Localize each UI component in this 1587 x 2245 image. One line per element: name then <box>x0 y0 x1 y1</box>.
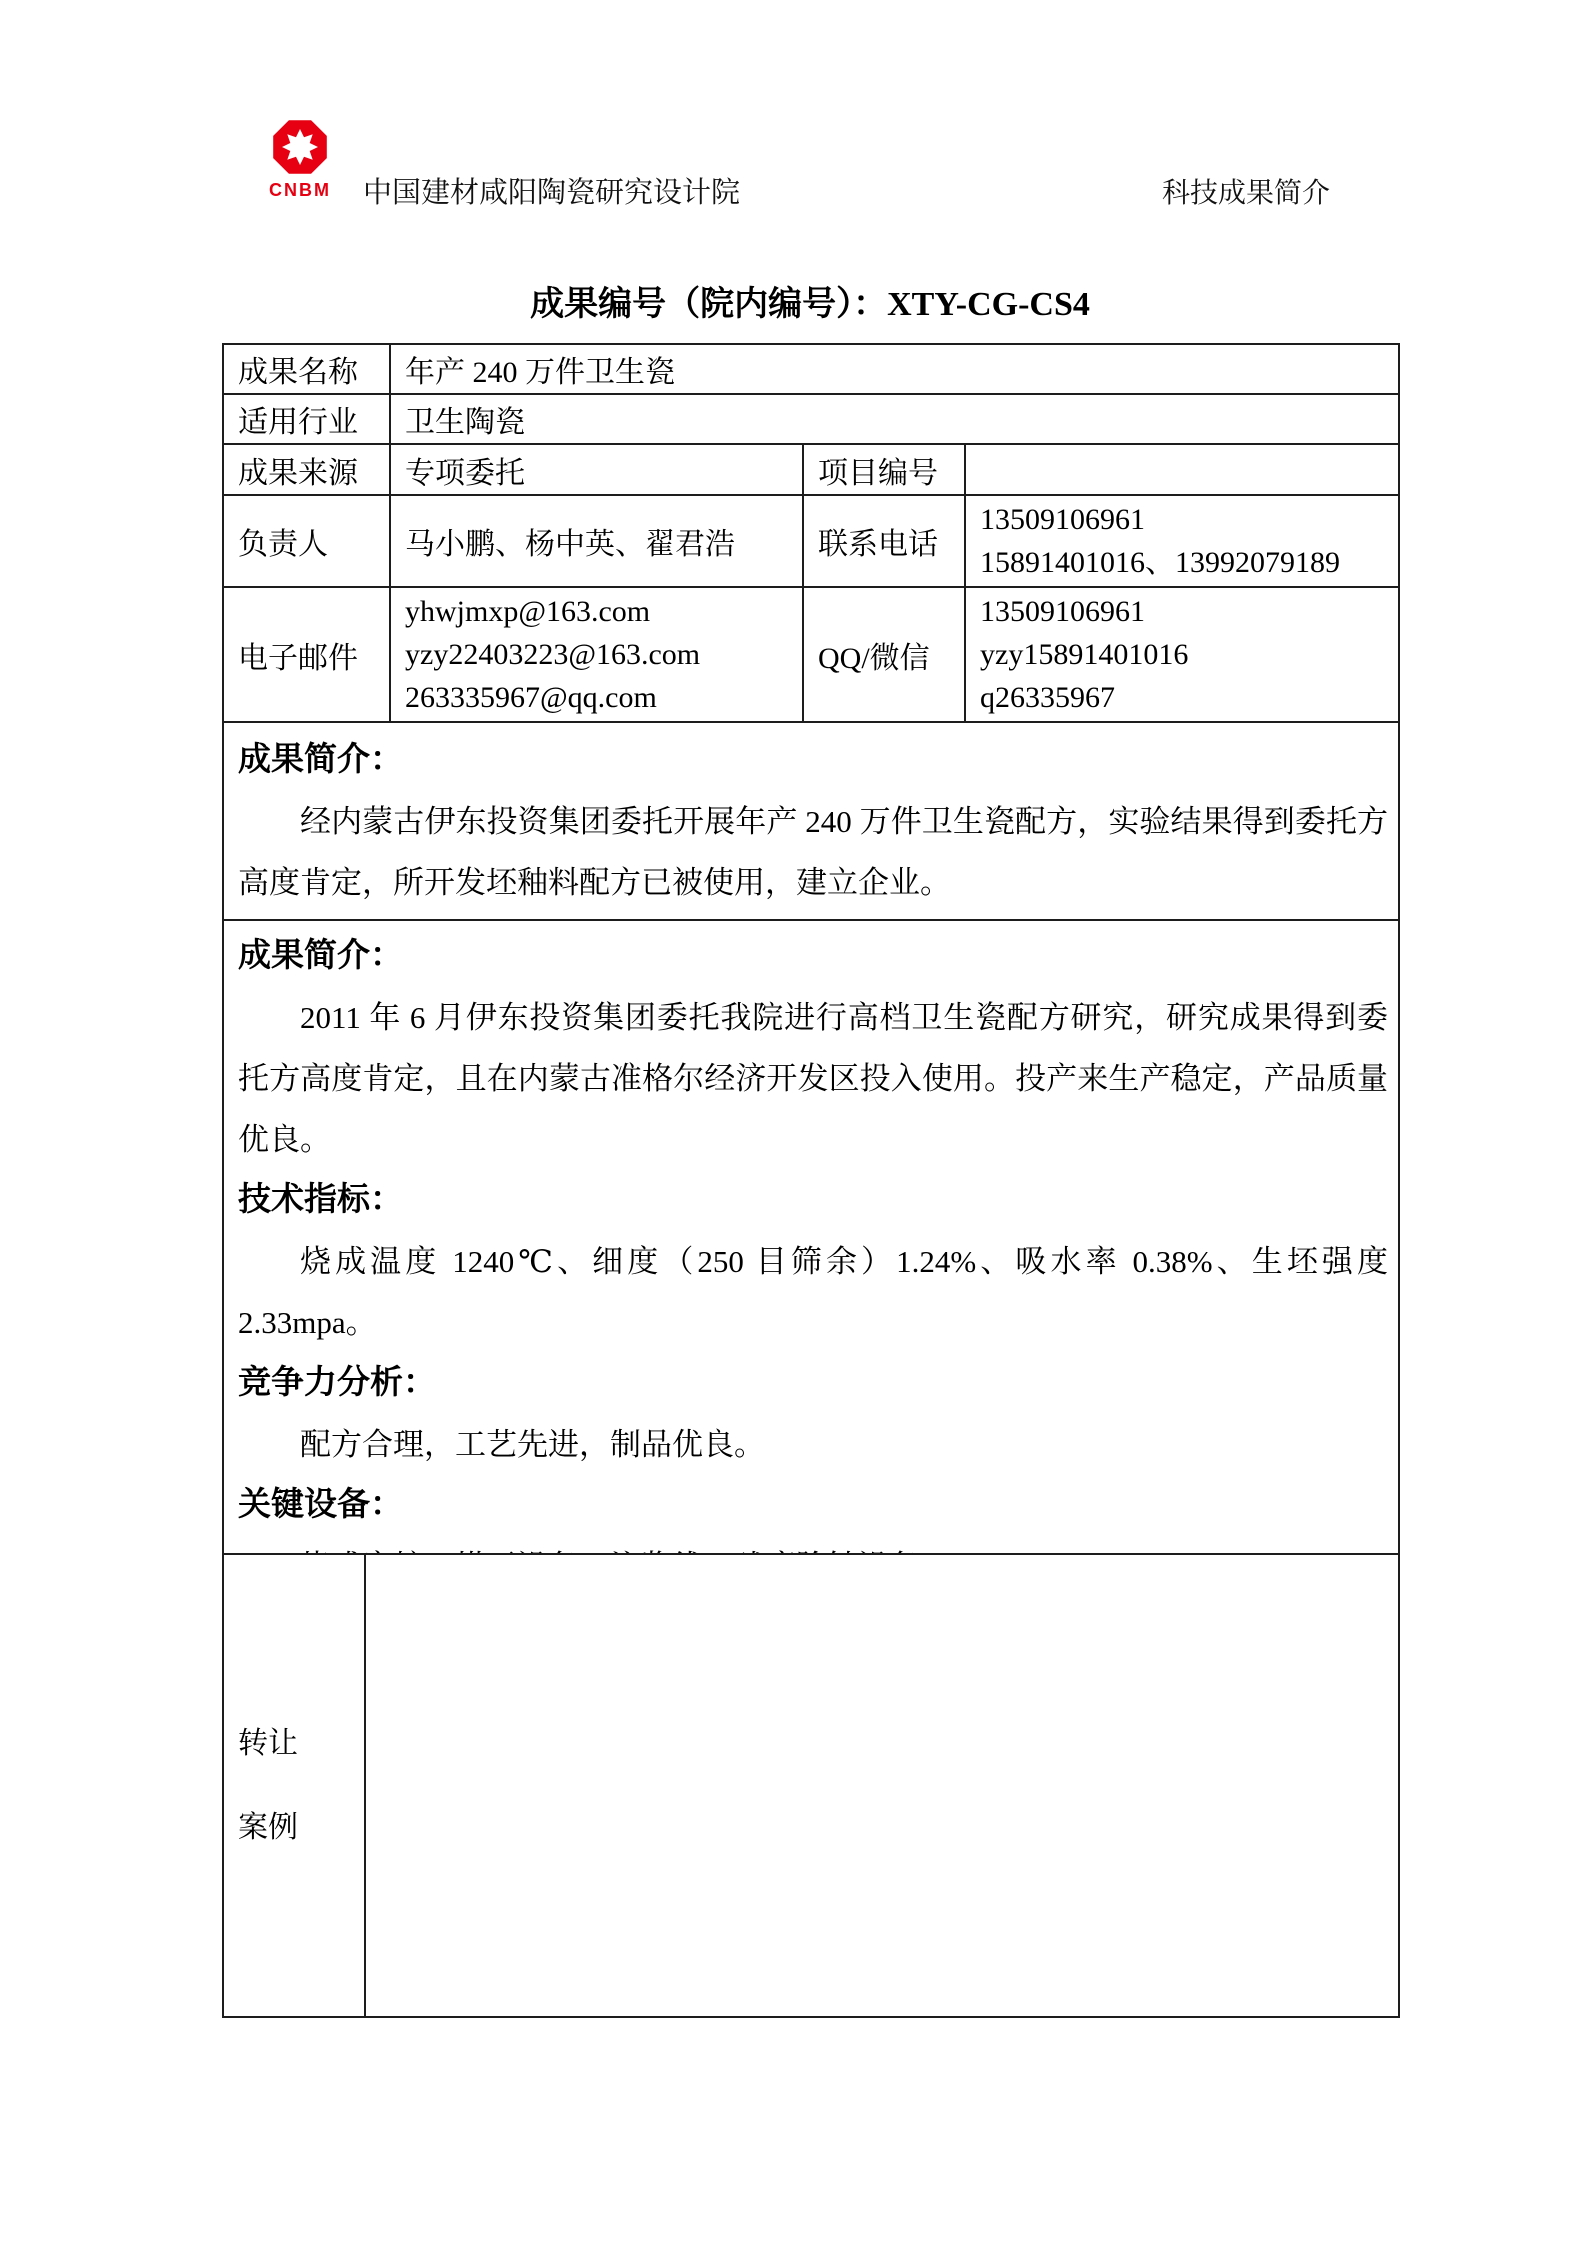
email-line: yzy22403223@163.com <box>405 638 701 671</box>
leader-value: 马小鹏、杨中英、翟君浩 <box>390 495 803 587</box>
summary-2-heading: 成果简介： <box>238 938 403 974</box>
info-table <box>222 343 1400 1604</box>
phone-value <box>965 495 1399 587</box>
transfer-label <box>223 1554 365 2017</box>
industry-label: 适用行业 <box>223 394 390 444</box>
transfer-label-line: 转让 <box>238 1726 298 1760</box>
qq-wechat-line: 13509106961 <box>980 595 1145 628</box>
row-transfer <box>223 1554 1399 2017</box>
summary-1-cell <box>223 722 1399 920</box>
industry-value: 卫生陶瓷 <box>390 394 1399 444</box>
transfer-content-cell <box>365 1554 1399 2017</box>
row-email <box>223 587 1399 722</box>
phone-line: 13509106961 <box>980 503 1145 536</box>
source-value: 专项委托 <box>390 444 803 495</box>
cnbm-octagon-star-icon <box>271 118 329 176</box>
transfer-table <box>222 1553 1400 2018</box>
page-title: 成果编号（院内编号）：XTY-CG-CS4 <box>530 286 1090 323</box>
competitiveness-heading: 竞争力分析： <box>238 1365 436 1401</box>
project-no-value <box>965 444 1399 495</box>
email-label: 电子邮件 <box>223 587 390 722</box>
phone-line: 15891401016、13992079189 <box>980 546 1340 579</box>
key-equipment-heading: 关键设备： <box>238 1487 403 1523</box>
email-value <box>390 587 803 722</box>
leader-label: 负责人 <box>223 495 390 587</box>
row-summary-1 <box>223 722 1399 920</box>
transfer-label-line: 案例 <box>238 1810 298 1844</box>
qq-wechat-label: QQ/微信 <box>803 587 965 722</box>
cnbm-logo-text: CNBM <box>269 180 331 200</box>
phone-label: 联系电话 <box>803 495 965 587</box>
summary-1-body: 经内蒙古伊东投资集团委托开展年产 240 万件卫生瓷配方，实验结果得到委托方高度肯定，所开发坯釉料配方已被使用，建立企业。 <box>238 803 1389 900</box>
row-details <box>223 920 1399 1603</box>
tech-specs-body: 烧成温度 1240℃、细度（250 目筛余）1.24%、吸水率 0.38%、生坯强度 2.33mpa。 <box>238 1244 1389 1340</box>
doc-type-label: 科技成果简介 <box>1162 177 1331 208</box>
summary-1-heading: 成果简介： <box>238 741 403 778</box>
details-cell <box>223 920 1399 1603</box>
email-line: 263335967@qq.com <box>405 681 657 714</box>
summary-2-body: 2011 年 6 月伊东投资集团委托我院进行高档卫生瓷配方研究，研究成果得到委托方高度肯定，且在内蒙古准格尔经济开发区投入使用。投产来生产稳定，产品质量优良。 <box>238 1000 1389 1157</box>
result-name-value: 年产 240 万件卫生瓷 <box>390 344 1399 394</box>
row-leader <box>223 495 1399 587</box>
result-name-label: 成果名称 <box>223 344 390 394</box>
cnbm-logo <box>252 118 348 201</box>
row-source <box>223 444 1399 495</box>
qq-wechat-line: yzy15891401016 <box>980 638 1189 671</box>
tech-specs-heading: 技术指标： <box>238 1182 403 1218</box>
source-label: 成果来源 <box>223 444 390 495</box>
email-line: yhwjmxp@163.com <box>405 595 651 628</box>
row-industry <box>223 394 1399 444</box>
project-no-label: 项目编号 <box>803 444 965 495</box>
qq-wechat-value <box>965 587 1399 722</box>
competitiveness-body: 配方合理，工艺先进，制品优良。 <box>300 1427 765 1462</box>
institute-name: 中国建材咸阳陶瓷研究设计院 <box>363 177 741 209</box>
qq-wechat-line: q26335967 <box>980 681 1115 714</box>
row-result-name <box>223 344 1399 394</box>
